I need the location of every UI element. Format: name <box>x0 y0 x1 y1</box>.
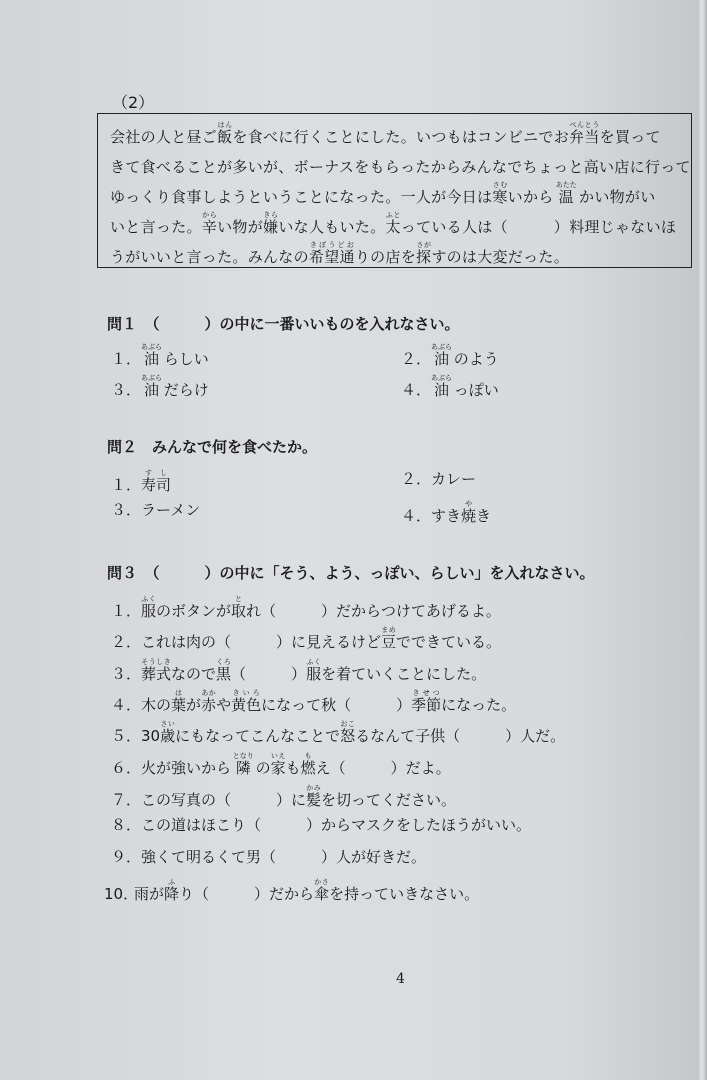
q3-item-10 <box>104 878 480 904</box>
furigana-reading: となり <box>232 752 254 760</box>
passage-line: 会社の人と昼ご飯はんを食べに行くことにした。いつもはコンビニでお弁当べんとうを買って <box>110 121 661 146</box>
item-number: ９． <box>111 848 142 866</box>
item-text: この道はほこり（ ）からマスクをしたほうがいい。 <box>141 816 532 834</box>
item-text: この写真の（ ）に髪かみを切ってください。 <box>141 784 457 809</box>
furigana-word: 油あぶら <box>431 374 452 399</box>
furigana-word: 油あぶら <box>141 343 162 368</box>
item-text: 30歳さいにもなってこんなことで怒おこるなんて子供（ ）人だ。 <box>141 720 566 745</box>
item-number: ７． <box>111 791 142 809</box>
item-number: ６． <box>111 759 142 777</box>
option-text: 油あぶら のよう <box>431 343 499 368</box>
item-number: ２． <box>111 633 142 651</box>
passage-line: ゆっくり食事しようということになった。一人が今日は寒さむいから 温あたた かい物がい <box>110 181 656 206</box>
item-text: 強くて明るくて男（ ）人が好きだ。 <box>141 848 427 866</box>
option-number: ３． <box>111 501 142 519</box>
q2-option-2 <box>401 469 476 489</box>
option-number: １． <box>111 350 142 368</box>
furigana-reading: あたた <box>555 181 577 189</box>
furigana-reading: きせつ <box>411 689 442 697</box>
furigana-word: 黒くろ <box>216 658 232 683</box>
furigana-word: 季節きせつ <box>411 689 442 714</box>
option-number: ４． <box>401 381 432 399</box>
option-text: 油あぶら だらけ <box>141 374 209 399</box>
furigana-word: 辛から <box>201 211 218 236</box>
furigana-word: 服ふく <box>306 658 322 683</box>
furigana-reading: すし <box>141 469 172 477</box>
q1-option-1 <box>111 343 209 369</box>
item-number: ５． <box>111 727 142 745</box>
furigana-reading: も <box>300 752 316 760</box>
furigana-word: 怒おこ <box>340 720 356 745</box>
passage-line: うがいいと言った。みんなの希望通きぼうどおりの店を探さがすのは大変だった。 <box>110 241 570 266</box>
item-number: ４． <box>111 696 142 714</box>
furigana-word: 弁当べんとう <box>569 121 600 146</box>
q3-item-3 <box>111 658 486 684</box>
passage-line: きて食べることが多いが、ボーナスをもらったからみんなでちょっと高い店に行って <box>110 158 691 176</box>
furigana-word: 服ふく <box>141 595 157 620</box>
furigana-reading: きぼうどお <box>308 241 355 249</box>
furigana-word: 希望通きぼうどお <box>308 241 355 266</box>
q1-option-3 <box>111 374 209 400</box>
furigana-reading: べんとう <box>569 121 600 129</box>
furigana-word: 赤あか <box>201 689 217 714</box>
q2-option-4 <box>401 500 491 526</box>
furigana-reading: さが <box>416 241 432 249</box>
furigana-word: 豆まめ <box>381 626 397 651</box>
item-number: １． <box>111 602 142 620</box>
item-text: 服ふくのボタンが取とれ（ ）だからつけてあげるよ。 <box>141 595 501 620</box>
q3-item-4 <box>111 689 516 715</box>
furigana-word: 取と <box>231 595 247 620</box>
furigana-word: 寒さむ <box>492 181 508 206</box>
furigana-reading: や <box>461 500 477 508</box>
section-label: （2） <box>112 93 155 112</box>
item-number: ３． <box>111 665 142 683</box>
q3-item-7 <box>111 784 456 810</box>
option-text: 油あぶら らしい <box>141 343 209 368</box>
q3-item-9 <box>111 847 426 867</box>
furigana-reading: あか <box>201 689 217 697</box>
furigana-word: 寿司すし <box>141 469 172 494</box>
option-number: ４． <box>401 507 432 525</box>
option-number: ２． <box>401 470 432 488</box>
option-number: １． <box>111 476 142 494</box>
reading-passage-box <box>97 113 692 268</box>
option-text: ラーメン <box>141 501 201 519</box>
furigana-word: 歳さい <box>160 720 176 745</box>
q3-item-5 <box>111 720 565 746</box>
q3-item-2 <box>111 626 501 652</box>
furigana-word: 油あぶら <box>431 343 452 368</box>
furigana-reading: きいろ <box>231 689 262 697</box>
furigana-word: 太ふと <box>385 211 401 236</box>
furigana-reading: と <box>231 595 247 603</box>
item-text: 木の葉はが赤あかや黄色きいろになって秋（ ）季節きせつになった。 <box>141 689 517 714</box>
furigana-reading: ふく <box>141 595 157 603</box>
furigana-reading: そうしき <box>141 658 172 666</box>
furigana-word: 温あたた <box>555 181 577 206</box>
question-1-label: 問１ （ ）の中に一番いいものを入れなさい。 <box>107 315 460 333</box>
question-2-label: 問２ みんなで何を食べたか。 <box>107 438 318 456</box>
q2-option-1 <box>111 469 171 495</box>
q1-option-2 <box>401 343 499 369</box>
furigana-word: 飯はん <box>217 121 233 146</box>
furigana-word: 髪かみ <box>306 784 322 809</box>
furigana-reading: から <box>201 211 218 219</box>
furigana-reading: さい <box>160 720 176 728</box>
furigana-word: 焼や <box>461 500 477 525</box>
item-number: ８． <box>111 816 142 834</box>
page-edge <box>697 0 707 1080</box>
furigana-reading: おこ <box>340 720 356 728</box>
q3-item-1 <box>111 595 501 621</box>
furigana-reading: まめ <box>381 626 397 634</box>
furigana-word: 葬式そうしき <box>141 658 172 683</box>
furigana-word: 油あぶら <box>141 374 162 399</box>
furigana-reading: あぶら <box>141 374 162 382</box>
option-text: すき焼やき <box>431 500 492 525</box>
item-text: 雨が降ふり（ ）だから傘かさを持っていきなさい。 <box>134 878 480 903</box>
furigana-reading: ふ <box>164 878 180 886</box>
furigana-word: 傘かさ <box>314 878 330 903</box>
passage-line: いと言った。辛からい物が嫌きらいな人もいた。太ふとっている人は（ ）料理じゃないほ <box>110 211 677 236</box>
furigana-word: 隣となり <box>232 752 254 777</box>
furigana-reading: かみ <box>306 784 322 792</box>
furigana-reading: さむ <box>492 181 508 189</box>
furigana-word: 黄色きいろ <box>231 689 262 714</box>
furigana-reading: あぶら <box>141 343 162 351</box>
furigana-reading: はん <box>217 121 233 129</box>
q3-item-6 <box>111 752 451 778</box>
furigana-reading: あぶら <box>431 374 452 382</box>
option-text: カレー <box>431 470 477 488</box>
furigana-reading: いえ <box>270 752 286 760</box>
option-number: ２． <box>401 350 432 368</box>
furigana-word: 降ふ <box>164 878 180 903</box>
furigana-reading: きら <box>263 211 279 219</box>
option-number: ３． <box>111 381 142 399</box>
furigana-reading: くろ <box>216 658 232 666</box>
furigana-word: 葉は <box>171 689 187 714</box>
furigana-word: 嫌きら <box>263 211 279 236</box>
item-number: 10． <box>104 885 139 903</box>
furigana-reading: ふと <box>385 211 401 219</box>
option-text <box>141 469 172 494</box>
furigana-reading: あぶら <box>431 343 452 351</box>
item-text: 火が強いから 隣となり の家いえも燃もえ（ ）だよ。 <box>141 752 451 777</box>
q1-option-4 <box>401 374 499 400</box>
furigana-reading: かさ <box>314 878 330 886</box>
furigana-word: 燃も <box>300 752 316 777</box>
question-3-label: 問３ （ ）の中に「そう、よう、っぽい、らしい」を入れなさい。 <box>107 564 595 582</box>
q3-item-8 <box>111 815 531 835</box>
option-text: 油あぶら っぽい <box>431 374 499 399</box>
furigana-reading: ふく <box>306 658 322 666</box>
furigana-word: 家いえ <box>270 752 286 777</box>
item-text: 葬式そうしきなので黒くろ（ ）服ふくを着ていくことにした。 <box>141 658 487 683</box>
furigana-reading: は <box>171 689 187 697</box>
item-text: これは肉の（ ）に見えるけど豆まめでできている。 <box>141 626 502 651</box>
furigana-word: 探さが <box>416 241 432 266</box>
page-number: 4 <box>396 971 405 987</box>
q2-option-3 <box>111 500 200 520</box>
